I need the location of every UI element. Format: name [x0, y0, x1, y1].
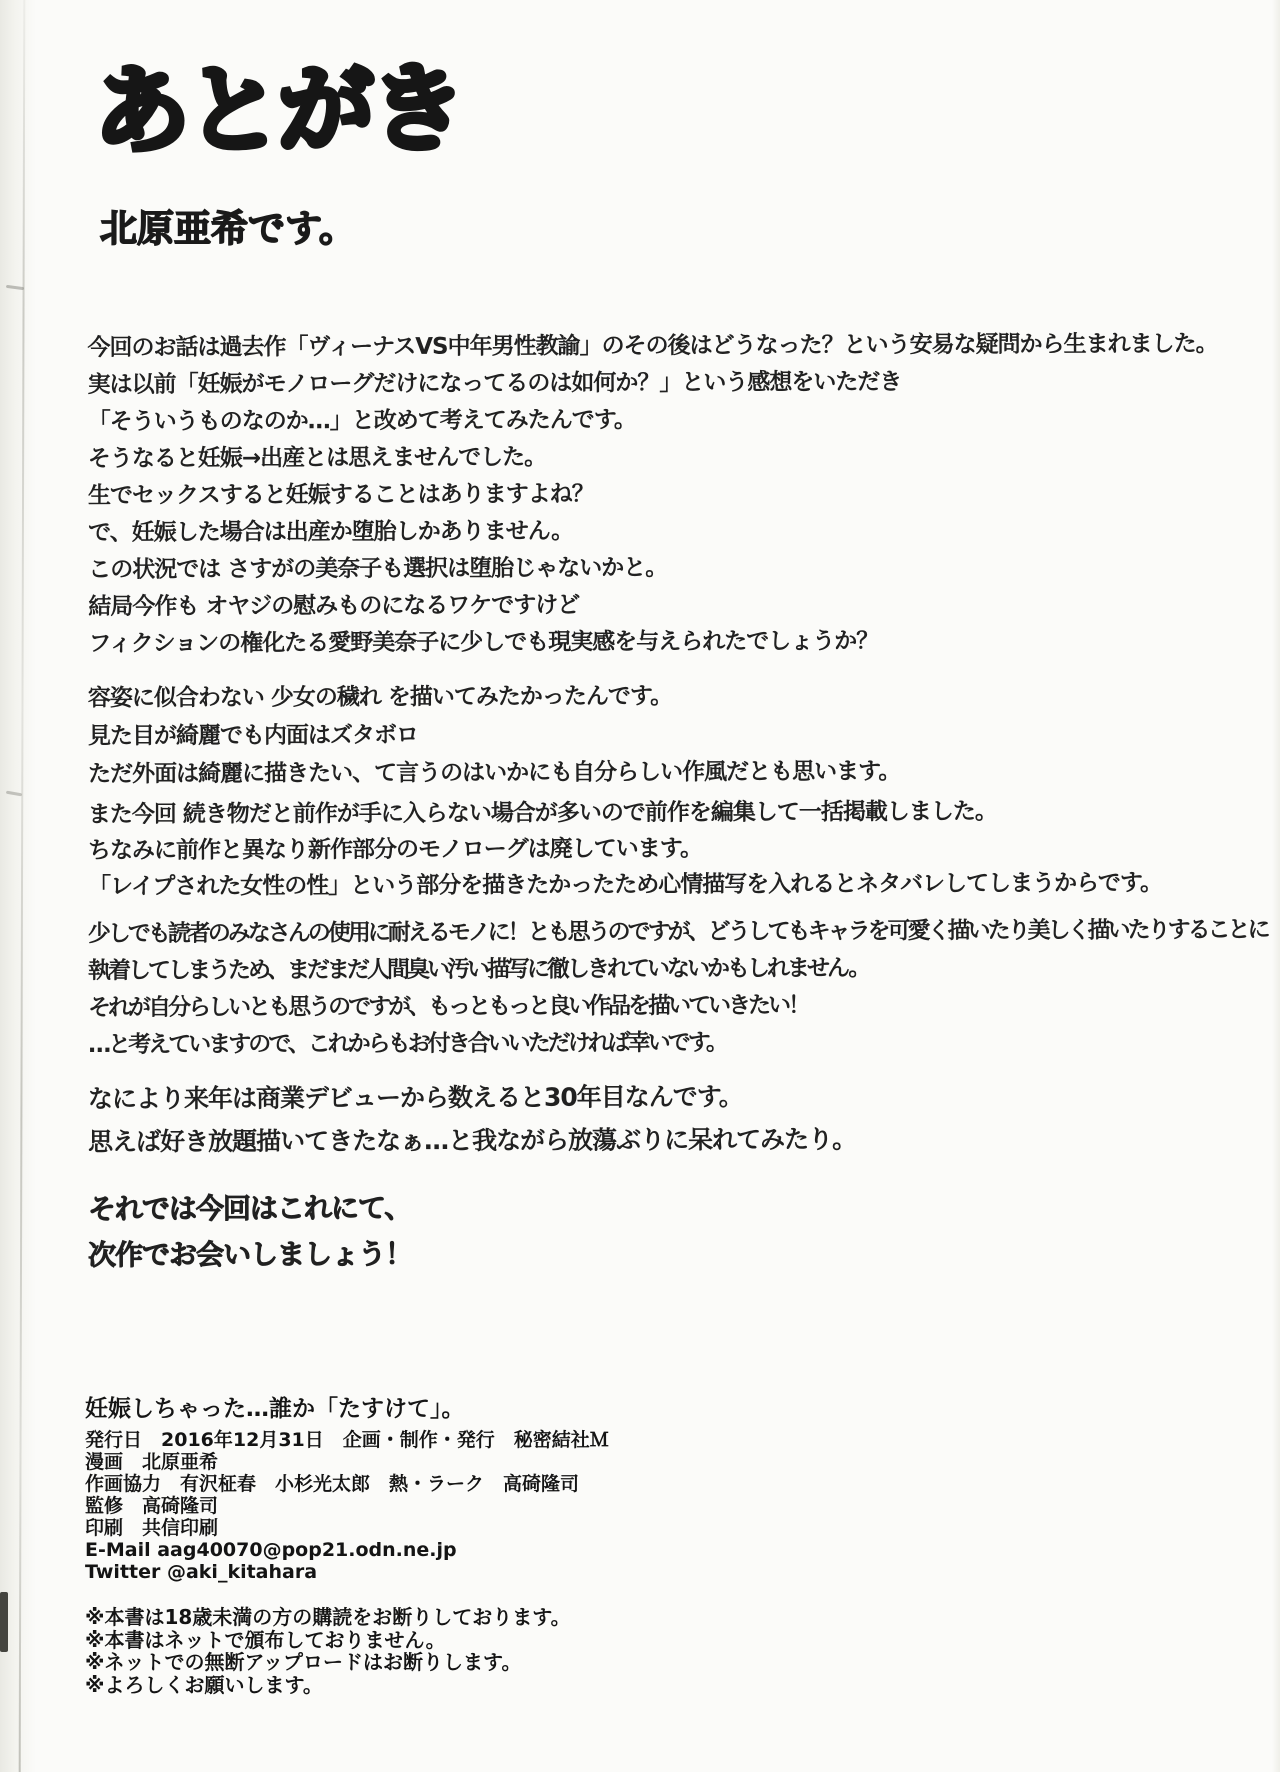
handwritten-line: ただ外面は綺麗に描きたい、て言うのはいかにも自分らしい作風だとも思います。 [88, 758, 901, 788]
afterword-paragraph-3 [88, 793, 1162, 905]
handwritten-line: それが自分らしいとも思うのですが、もっともっと良い作品を描いていきたい！ [88, 992, 809, 1022]
colophon-row-publish-date: 発行日 2016年12月31日 企画・制作・発行 秘密結社Ｍ [85, 1429, 609, 1451]
disclaimer-notes [85, 1606, 571, 1696]
handwritten-line: 少しでも読者のみなさんの使用に耐えるモノに！とも思うのですが、どうしてもキャラを可愛く描いたり美しく描いたりすることに [87, 916, 1268, 948]
colophon-row-twitter: Twitter @aki_kitahara [85, 1561, 318, 1583]
colophon-row-email: E-Mail aag40070@pop21.odn.ne.jp [85, 1539, 457, 1561]
scan-smudge-mark [0, 1592, 8, 1652]
colophon-row-manga: 漫画 北原亜希 [85, 1451, 219, 1473]
handwritten-line: ちなみに前作と異なり新作部分のモノローグは廃しています。 [87, 835, 702, 864]
handwritten-line: 実は以前「妊娠がモノローグだけになってるのは如何か？」という感想をいただき [87, 369, 902, 398]
handwritten-line: また今回 続き物だと前作が手に入らない場合が多いので前作を編集して一括掲載しました。 [87, 798, 997, 828]
note-line: ※本書は18歳未満の方の購読をお断りしております。 [85, 1605, 571, 1629]
handwritten-line: この状況では さすがの美奈子も選択は堕胎じゃないかと。 [88, 554, 668, 583]
note-line: ※よろしくお願いします。 [85, 1672, 323, 1697]
handwritten-line: 次作でお会いしましょう！ [88, 1237, 413, 1272]
colophon-block [85, 1429, 609, 1583]
handwritten-line: 今回のお話は過去作「ヴィーナスVS中年男性教諭」のその後はどうなった？という安易な疑問から生まれました。 [87, 331, 1218, 361]
book-title: 妊娠しちゃった…誰か「たすけて」。 [85, 1396, 465, 1422]
handwritten-line: 執着してしまうため、まだまだ人間臭い汚い描写に徹しきれていないかもしれません。 [87, 955, 869, 985]
afterword-closing [88, 1185, 412, 1278]
afterword-heading: あとがき [93, 52, 463, 168]
colophon-row-art-assist: 作画協力 有沢柾春 小杉光太郎 熱・ラーク 高碕隆司 [85, 1473, 580, 1495]
handwritten-line: 「そういうものなのか…」と改めて考えてみたんです。 [87, 407, 636, 435]
afterword-paragraph-5 [88, 1075, 856, 1164]
note-line: ※ネットでの無断アップロードはお断りします。 [85, 1650, 522, 1674]
colophon-row-supervision: 監修 高碕隆司 [85, 1495, 219, 1517]
handwritten-line: 思えば好き放題描いてきたなぁ…と我ながら放蕩ぶりに呆れてみたり。 [88, 1124, 857, 1157]
handwritten-line: そうなると妊娠→出産とは思えませんでした。 [87, 444, 547, 472]
handwritten-line: で、妊娠した場合は出産か堕胎しかありません。 [88, 518, 574, 546]
handwritten-line: それでは今回はこれにて、 [87, 1191, 412, 1226]
handwritten-line: フィクションの権化たる愛野美奈子に少しでも現実感を与えられたでしょうか？ [88, 628, 879, 657]
colophon-row-printing: 印刷 共信印刷 [85, 1517, 219, 1539]
handwritten-line: 見た目が綺麗でも内面はズタボロ [87, 722, 419, 750]
note-line: ※本書はネットで頒布しておりません。 [85, 1627, 446, 1652]
afterword-paragraph-2 [88, 677, 901, 794]
handwritten-line: 「レイプされた女性の性」という部分を描きたかったため心情描写を入れるとネタバレしてしまうからです。 [88, 870, 1163, 900]
author-signature: 北原亜希です。 [100, 207, 357, 250]
handwritten-line: 容姿に似合わない 少女の穢れ を描いてみたかったんです。 [87, 683, 673, 712]
afterword-paragraph-1 [87, 326, 1218, 663]
afterword-paragraph-4 [88, 912, 1268, 1064]
handwritten-line: 生でセックスすると妊娠することはありますよね？ [87, 481, 594, 509]
handwritten-line: 結局今作も オヤジの慰みものになるワケですけど [88, 592, 580, 620]
paper-right-edge-shadow [1272, 0, 1280, 1772]
paper-left-edge-shadow [0, 0, 36, 1772]
handwritten-line: …と考えていますので、これからもお付き合いいただければ幸いです。 [88, 1029, 726, 1059]
handwritten-line: なにより来年は商業デビューから数えると30年目なんです。 [87, 1082, 743, 1114]
